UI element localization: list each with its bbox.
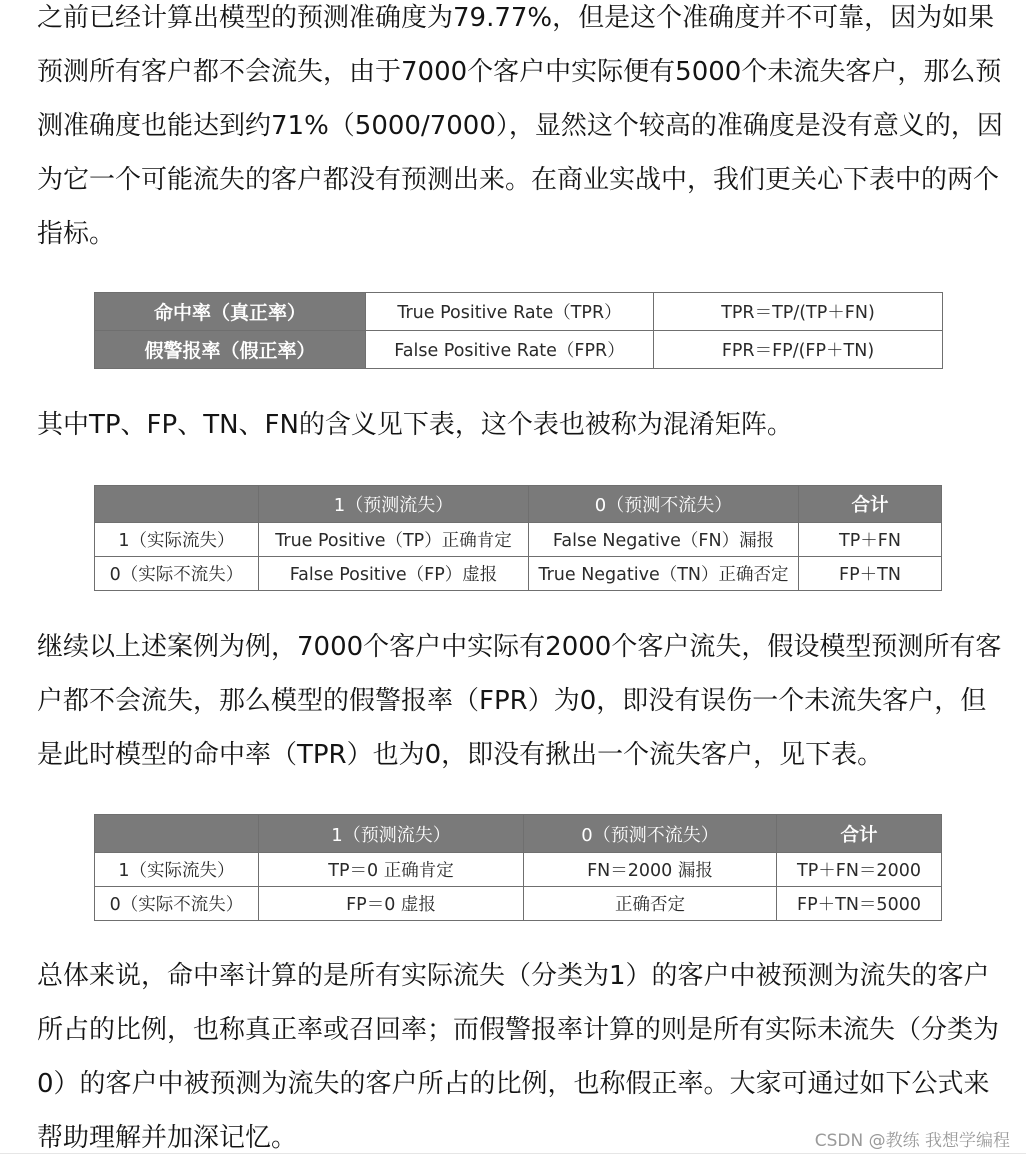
table-cell: FP＋TN [799, 557, 942, 591]
table-row [95, 887, 942, 921]
table-cell: True Positive（TP）正确肯定 [259, 523, 529, 557]
column-header-predicted-churn: 1（预测流失） [259, 486, 529, 523]
fpr-name-cell: 假警报率（假正率） [95, 331, 366, 369]
table-cell: FP＋TN＝5000 [777, 887, 942, 921]
paragraph-example: 继续以上述案例为例，7000个客户中实际有2000个客户流失，假设模型预测所有客户都不会流失，那么模型的假警报率（FPR）为0，即没有误伤一个未流失客户，但是此时模型的命中率（TPR）也为0，即没有揪出一个流失客户，见下表。 [37, 632, 1002, 770]
column-header-empty [95, 486, 259, 523]
column-header-empty [95, 815, 259, 853]
row-label-actual-churn: 1（实际流失） [95, 853, 259, 887]
tpr-formula-cell: TPR＝TP/(TP＋FN) [654, 293, 943, 331]
table-cell: TP＋FN＝2000 [777, 853, 942, 887]
fpr-english-cell: False Positive Rate（FPR） [366, 331, 654, 369]
table-header-row [95, 815, 942, 853]
table-row [95, 293, 943, 331]
column-header-total: 合计 [799, 486, 942, 523]
table-confusion-matrix [94, 485, 942, 591]
paragraph-summary: 总体来说，命中率计算的是所有实际流失（分类为1）的客户中被预测为流失的客户所占的比例，也称真正率或召回率；而假警报率计算的则是所有实际未流失（分类为0）的客户中被预测为流失的客户所占的比例，也称假正率。大家可通过如下公式来帮助理解并加深记忆。 [37, 961, 1000, 1153]
column-header-total: 合计 [777, 815, 942, 853]
bottom-divider [0, 1153, 1026, 1154]
row-label-actual-churn: 1（实际流失） [95, 523, 259, 557]
table-row [95, 853, 942, 887]
row-label-actual-no-churn: 0（实际不流失） [95, 557, 259, 591]
table-cell: False Positive（FP）虚报 [259, 557, 529, 591]
table-cell: True Negative（TN）正确否定 [529, 557, 799, 591]
table-example-confusion-matrix [94, 814, 942, 921]
table-cell: 正确否定 [524, 887, 777, 921]
table-cell: FN＝2000 漏报 [524, 853, 777, 887]
table-cell: TP＋FN [799, 523, 942, 557]
table-row [95, 523, 942, 557]
column-header-predicted-no-churn: 0（预测不流失） [529, 486, 799, 523]
table-cell: False Negative（FN）漏报 [529, 523, 799, 557]
table-cell: FP＝0 虚报 [259, 887, 524, 921]
column-header-predicted-churn: 1（预测流失） [259, 815, 524, 853]
tpr-english-cell: True Positive Rate（TPR） [366, 293, 654, 331]
table-header-row [95, 486, 942, 523]
column-header-predicted-no-churn: 0（预测不流失） [524, 815, 777, 853]
table-row [95, 331, 943, 369]
row-label-actual-no-churn: 0（实际不流失） [95, 887, 259, 921]
paragraph-confusion-matrix-intro: 其中TP、FP、TN、FN的含义见下表，这个表也被称为混淆矩阵。 [37, 410, 793, 440]
paragraph-accuracy-intro: 之前已经计算出模型的预测准确度为79.77%，但是这个准确度并不可靠，因为如果预测所有客户都不会流失，由于7000个客户中实际便有5000个未流失客户，那么预测准确度也能达到约71%（5000/7000），显然这个较高的准确度是没有意义的，因为它一个可能流失的客户都没有预测出来。在商业实战中，我们更关心下表中的两个指标。 [37, 3, 1003, 249]
table-cell: TP＝0 正确肯定 [259, 853, 524, 887]
table-rate-definitions [94, 292, 943, 369]
fpr-formula-cell: FPR＝FP/(FP＋TN) [654, 331, 943, 369]
tpr-name-cell: 命中率（真正率） [95, 293, 366, 331]
csdn-watermark: CSDN @教练 我想学编程 [814, 1131, 1010, 1151]
table-row [95, 557, 942, 591]
